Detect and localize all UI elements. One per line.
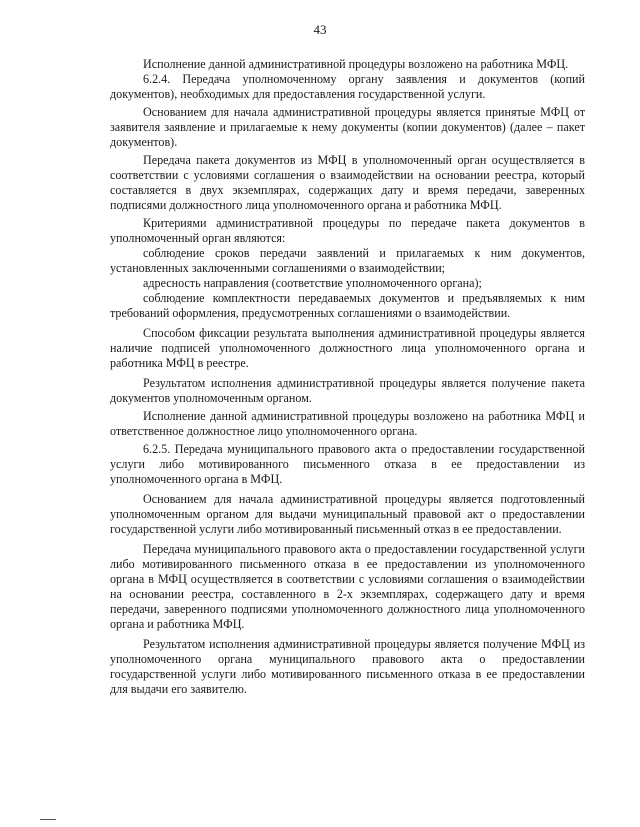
paragraph: Основанием для начала административной процедуры является подготовленный уполномоченным органом для выдачи муниципальный правовой акт о предоставлении государственной услуги либо мотивированный письменный отказ в ее предоставлении.: [110, 492, 585, 536]
paragraph: соблюдение комплектности передаваемых документов и предъявляемых к ним требований оформления, предусмотренных соглашениями о взаимодействии.: [110, 291, 585, 320]
document-body: [110, 57, 585, 697]
paragraph: адресность направления (соответствие уполномоченного органа);: [143, 276, 482, 290]
paragraph: Передача муниципального правового акта о предоставлении государственной услуги либо мотивированного письменного отказа в ее предоставлении из уполномоченного органа в МФЦ осуществляется в соответствии с условиями соглашения о взаимодействии на основании реестра, составленного в 2-х экземплярах, содержащего дату и время передачи, заверенного подписями уполномоченного должностного лица уполномоченного органа и работника МФЦ.: [110, 542, 585, 631]
paragraph: Критериями административной процедуры по передаче пакета документов в уполномоченный орган являются:: [110, 216, 585, 245]
paragraph: Основанием для начала административной процедуры является принятые МФЦ от заявителя заявление и прилагаемые к нему документы (копии документов) (далее – пакет документов).: [110, 105, 585, 149]
paragraph: Исполнение данной административной процедуры возложено на работника МФЦ.: [143, 57, 569, 71]
paragraph: соблюдение сроков передачи заявлений и прилагаемых к ним документов, установленных заключенными соглашениями о взаимодействии;: [110, 246, 585, 275]
paragraph: 6.2.5. Передача муниципального правового акта о предоставлении государственной услуги либо мотивированного письменного отказа в ее предоставлении из уполномоченного органа в МФЦ.: [110, 442, 585, 486]
paragraph: Передача пакета документов из МФЦ в уполномоченный орган осуществляется в соответствии с условиями соглашения о взаимодействии на основании реестра, который составляется в двух экземплярах, содержащих дату и время передачи, заверенных подписями должностного лица уполномоченного органа и работника МФЦ.: [110, 153, 585, 212]
paragraph: Результатом исполнения административной процедуры является получение пакета документов уполномоченным органом.: [110, 376, 585, 405]
footer-rule: [40, 819, 56, 820]
paragraph: Способом фиксации результата выполнения административной процедуры является наличие подписей уполномоченного должностного лица уполномоченного органа и работника МФЦ в реестре.: [110, 326, 585, 370]
paragraph: 6.2.4. Передача уполномоченному органу заявления и документов (копий документов), необходимых для предоставления государственной услуги.: [110, 72, 585, 101]
page-number: 43: [313, 22, 327, 37]
paragraph: Исполнение данной административной процедуры возложено на работника МФЦ и ответственное должностное лицо уполномоченного органа.: [110, 409, 585, 438]
paragraph: Результатом исполнения административной процедуры является получение МФЦ из уполномоченного органа муниципального правового акта о предоставлении государственной услуги либо мотивированного письменного отказа в ее предоставлении для выдачи его заявителю.: [110, 637, 585, 696]
